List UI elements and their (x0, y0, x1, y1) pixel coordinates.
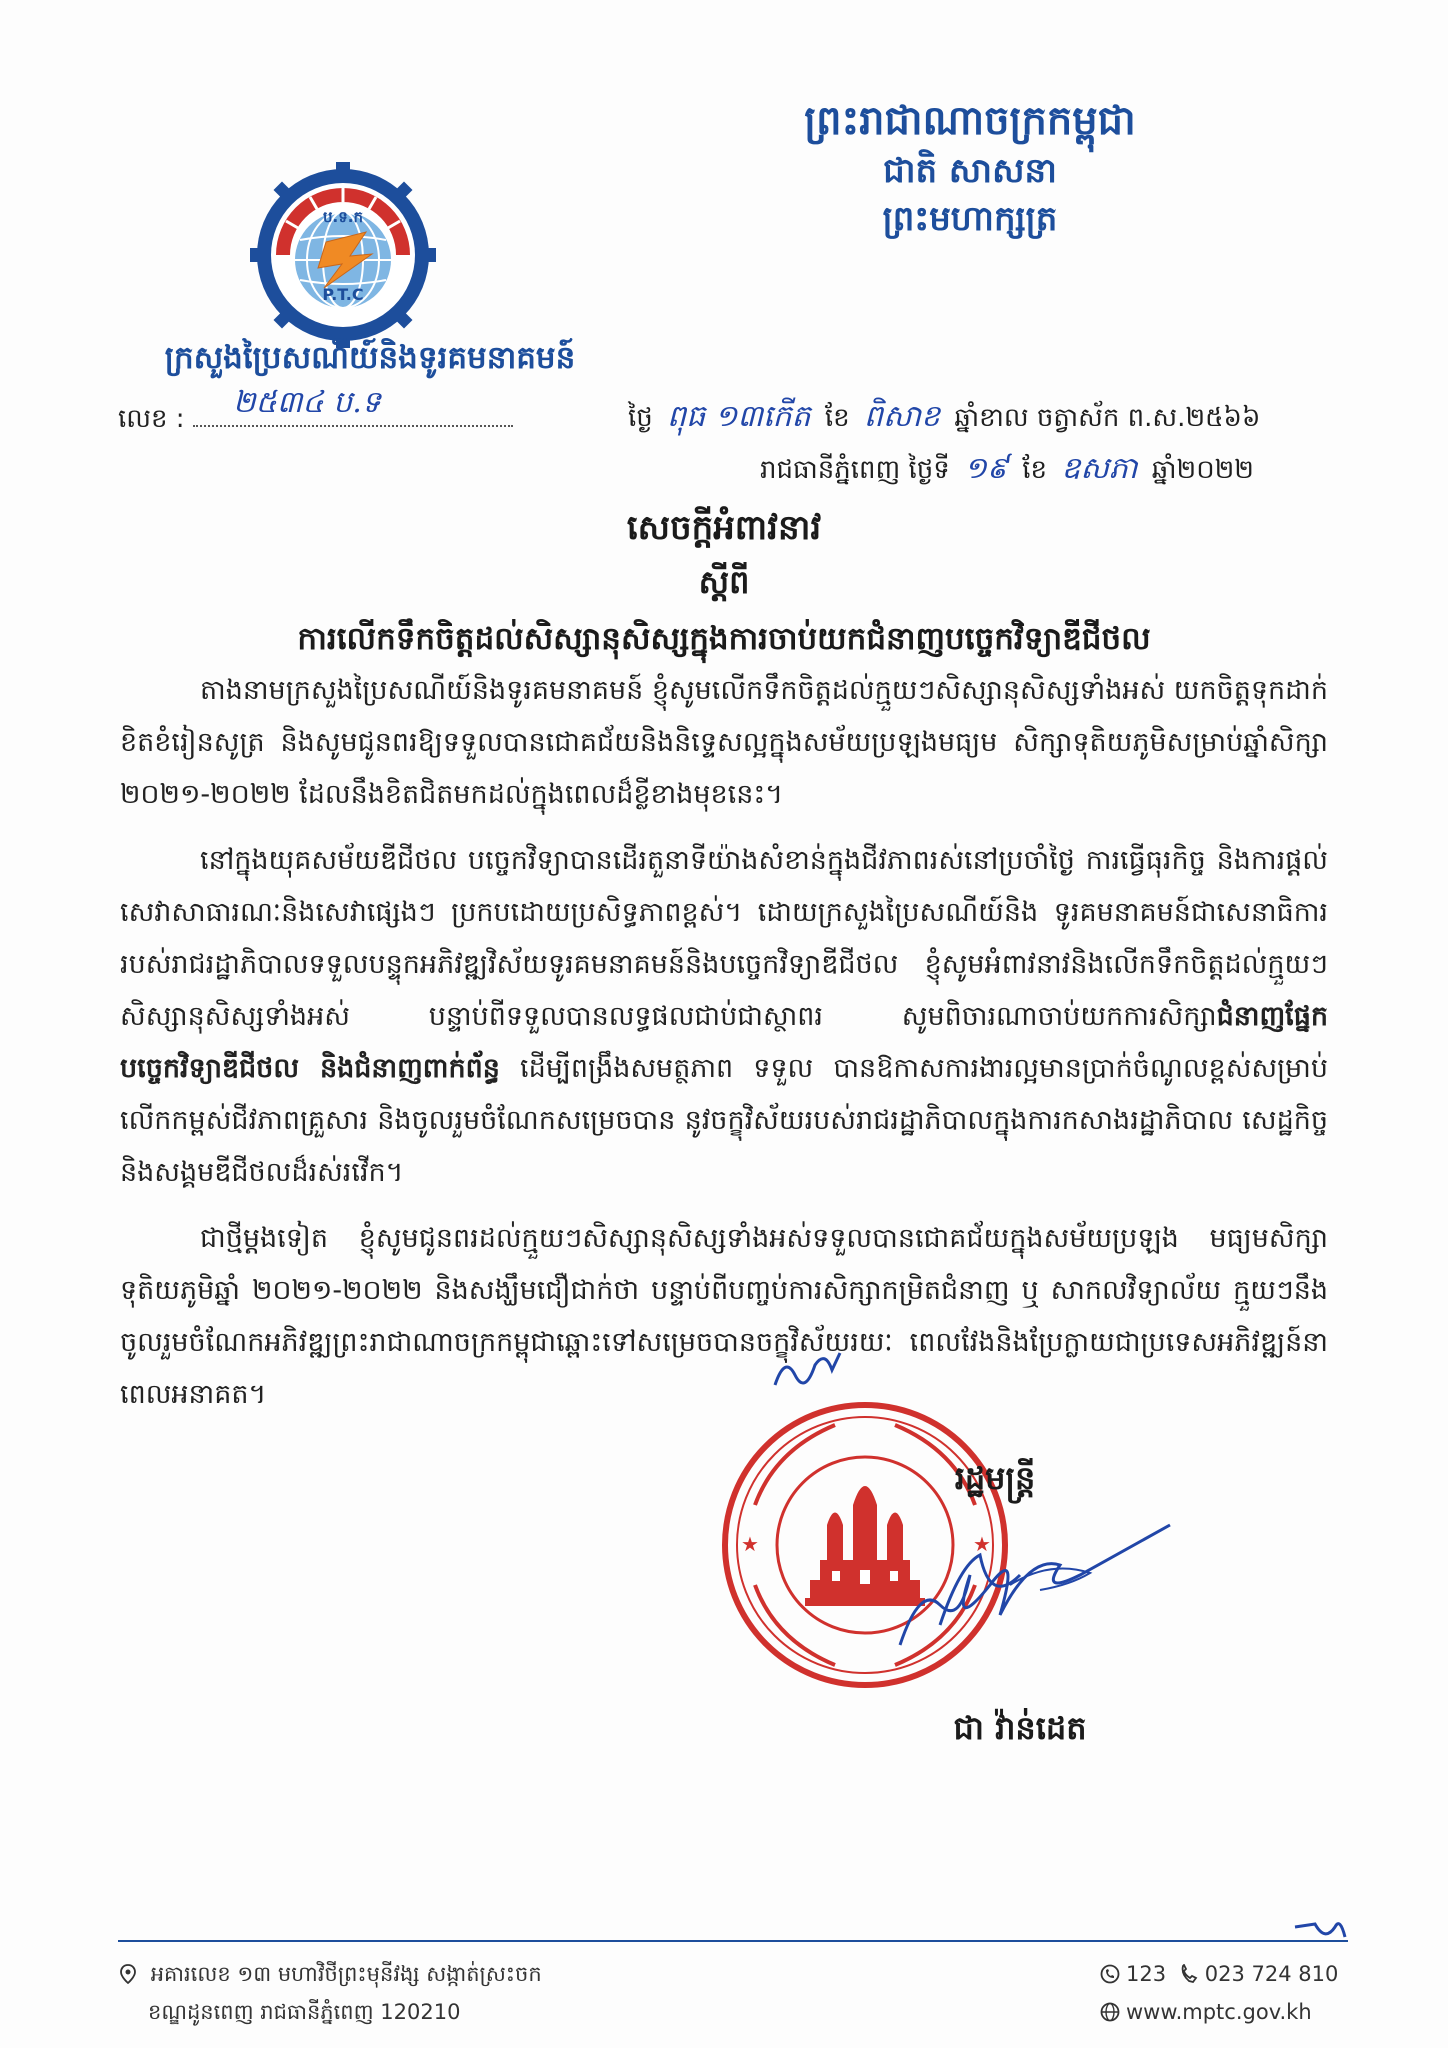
lunar-date-prefix: ថ្ងៃ (628, 403, 653, 433)
reference-number: ២៥៣៤ ប.ទ (232, 385, 381, 420)
signatory-name: ជា វ៉ាន់ដេត (953, 1709, 1087, 1747)
solar-date-prefix: រាជធានីភ្នំពេញ ថ្ងៃទី (760, 455, 950, 485)
phone-number[interactable]: 023 724 810 (1204, 1962, 1339, 1986)
address-line-2: ខណ្ឌដូនពេញ រាជធានីភ្នំពេញ 120210 (148, 2000, 461, 2024)
logo-top-text: ប.ទ.ក (323, 208, 363, 226)
address-line-1: អគារលេខ ១៣ មហាវិថីព្រះមុនីវង្ស សង្កាត់ស្រះចក (150, 1962, 542, 1986)
paragraph-2-text-a: នៅក្នុងយុគសម័យឌីជីថល បច្ចេកវិទ្យាបានដើរតួនាទីយ៉ាងសំខាន់ក្នុងជីវភាពរស់នៅប្រចាំថ្ងៃ ការធ្វើធុរកិច្ច និងការផ្តល់សេវាសាធារណៈនិងសេវាផ្សេងៗ ប្រកបដោយប្រសិទ្ធភាពខ្ពស់។ ដោយក្រសួងប្រៃសណីយ៍និង ទូរគមនាគមន៍ជាសេនាធិការរបស់រាជរដ្ឋាភិបាលទទួលបន្ទុកអភិវឌ្ឍវិស័យទូរគមនាគមន៍និងបច្ចេកវិទ្យាឌីជីថល ខ្ញុំសូមអំពាវនាវនិងលើកទឹកចិត្តដល់ក្មួយៗសិស្សានុសិស្សទាំងអស់ បន្ទាប់ពីទទួលបានលទ្ធផលជាប់ជាស្ថាពរ សូមពិចារណាចាប់យកការសិក្សា (120, 845, 1328, 1032)
lunar-date (628, 395, 1360, 440)
solar-month: ឧសភា (1061, 451, 1138, 486)
paragraph-1: តាងនាមក្រសួងប្រៃសណីយ៍និងទូរគមនាគមន៍ ខ្ញុំសូមលើកទឹកចិត្តដល់ក្មួយៗសិស្សានុសិស្សទាំងអស់ យកចិត្តទុកដាក់ខិតខំរៀនសូត្រ និងសូមជូនពរឱ្យទទួលបានជោគជ័យនិងនិទ្ទេសល្អក្នុងសម័យប្រឡងមធ្យម សិក្សាទុតិយភូមិសម្រាប់ឆ្នាំសិក្សា ២០២១-២០២២ ដែលនឹងខិតជិតមកដល់ក្នុងពេលដ៏ខ្លីខាងមុខនេះ។ (120, 675, 1329, 810)
ministry-logo (248, 160, 438, 350)
solar-year: ឆ្នាំ២០២២ (1151, 455, 1254, 485)
reference-label: លេខ : (118, 404, 185, 434)
kingdom-name: ព្រះរាជាណាចក្រកម្ពុជា (804, 97, 1136, 144)
footer-initial-icon (1290, 1912, 1350, 1952)
location-pin-icon (118, 1962, 151, 1986)
solar-day: ១៩ (964, 451, 1009, 486)
title-announcement: សេចក្តីអំពាវនាវ (626, 508, 822, 548)
paragraph-2-text-b: ដើម្បីពង្រឹងសមត្ថភាព ទទួល បានឱកាសការងារល្អមានប្រាក់ចំណូលខ្ពស់សម្រាប់លើកកម្ពស់ជីវភាពគ្រួសារ និងចូលរួមចំណែកសម្រេចបាន នូវចក្ខុវិស័យរបស់រាជរដ្ឋាភិបាលក្នុងការកសាងរដ្ឋាភិបាល សេដ្ឋកិច្ច និងសង្គមឌីជីថលដ៏រស់រវើក។ (120, 1053, 1329, 1188)
footer-address (118, 1955, 818, 2031)
footer-website-row (1100, 1993, 1350, 2031)
lunar-year: ឆ្នាំខាល ចត្វាស័ក ព.ស.២៥៦៦ (954, 403, 1261, 433)
initial-mark-icon (770, 1345, 850, 1395)
website-link[interactable]: www.mptc.gov.kh (1126, 2000, 1312, 2024)
paragraph-2 (120, 835, 1328, 1199)
lunar-day: ពុធ ១៣កើត (667, 399, 811, 434)
lunar-month: ពិសាខ (863, 399, 941, 434)
svg-text:★: ★ (973, 1532, 991, 1556)
letter-body (120, 665, 1328, 1435)
paragraph-2-emphasis: ជំនាញផ្នែកបច្ចេកវិទ្យាឌីជីថល និងជំនាញពាក់ព័ន្ធ (120, 1001, 1328, 1084)
title-regarding: ស្តីពី (698, 563, 750, 601)
solar-month-label: ខែ (1022, 455, 1048, 485)
reference-number-row (118, 385, 513, 441)
footer-divider (118, 1940, 1348, 1942)
hotline-number[interactable]: 123 (1126, 1962, 1167, 1986)
globe-icon (1100, 2002, 1120, 2022)
reference-dotted-line (193, 385, 513, 427)
ministry-name: ក្រសួងប្រៃសណីយ៍និងទូរគមនាគមន៍ (164, 340, 576, 376)
nation-religion-king: ជាតិ សាសនា ព្រះមហាក្សត្រ (882, 151, 1058, 239)
footer-contacts (1100, 1955, 1350, 2031)
logo-bottom-text: P.T.C (322, 285, 364, 304)
title-subject: ការលើកទឹកចិត្តដល់សិស្សានុសិស្សក្នុងការចាប់យកជំនាញបច្ចេកវិទ្យាឌីជីថល (297, 621, 1151, 657)
signatory-title: រដ្ឋមន្ត្រី (954, 1459, 1036, 1497)
footer-phone-row (1100, 1955, 1350, 1993)
solar-date (760, 447, 1360, 492)
phone-icon (1179, 1964, 1199, 1984)
paragraph-3: ជាថ្មីម្តងទៀត ខ្ញុំសូមជូនពរដល់ក្មួយៗសិស្សានុសិស្សទាំងអស់ទទួលបានជោគជ័យក្នុងសម័យប្រឡង មធ្យមសិក្សាទុតិយភូមិឆ្នាំ ២០២១-២០២២ និងសង្ឃឹមជឿជាក់ថា បន្ទាប់ពីបញ្ចប់ការសិក្សាកម្រិតជំនាញ ឬ សាកលវិទ្យាល័យ ក្មួយៗនឹងចូលរួមចំណែកអភិវឌ្ឍព្រះរាជាណាចក្រកម្ពុជាឆ្ពោះទៅសម្រេចបានចក្ខុវិស័យរយៈ ពេលវែងនិងប្រែក្លាយជាប្រទេសអភិវឌ្ឍន៍នាពេលអនាគត។ (120, 1223, 1328, 1410)
hotline-icon (1100, 1964, 1120, 1984)
document-title (120, 500, 1328, 670)
svg-text:★: ★ (741, 1532, 759, 1556)
kingdom-motto (790, 95, 1150, 243)
lunar-month-label: ខែ (824, 403, 850, 433)
signature-mark (880, 1465, 1180, 1665)
